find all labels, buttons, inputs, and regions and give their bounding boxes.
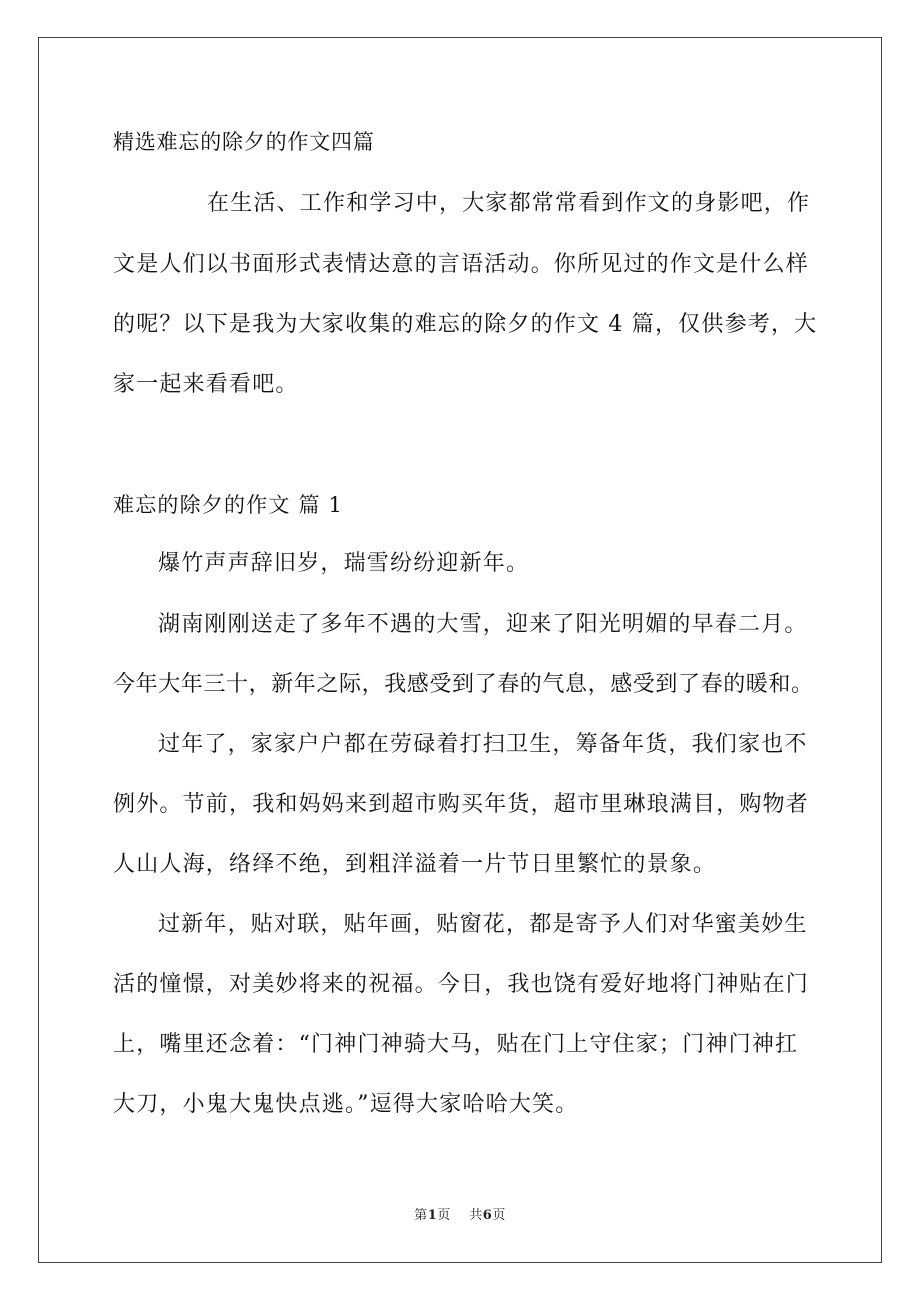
footer-total-pages: 6 — [482, 1208, 493, 1223]
footer-suffix: 页 — [492, 1208, 506, 1223]
body-line: 爆竹声声辞旧岁，瑞雪纷纷迎新年。 — [158, 551, 530, 576]
body-line: 人山人海，络绎不绝，到粗洋溢着一片节日里繁忙的景象。 — [113, 852, 717, 877]
page-border — [38, 37, 882, 1263]
intro-line: 家一起来看看吧。 — [113, 372, 299, 397]
body-line: 上，嘴里还念着：“门神门神骑大马，贴在门上守住家；门神门神扛 — [113, 1032, 799, 1057]
intro-line: 的呢？以下是我为大家收集的难忘的除夕的作文 4 篇，仅供参考，大 — [113, 312, 818, 337]
page-number-footer — [0, 1207, 920, 1225]
body-line: 湖南刚刚送走了多年不遇的大雪，迎来了阳光明媚的早春二月。 — [158, 612, 808, 637]
body-line: 大刀，小鬼大鬼快点逃。”逗得大家哈哈大笑。 — [113, 1092, 579, 1117]
body-line: 活的憧憬，对美妙将来的祝福。今日，我也饶有爱好地将门神贴在门 — [113, 972, 810, 997]
body-line: 例外。节前，我和妈妈来到超市购买年货，超市里琳琅满目，购物者 — [113, 792, 810, 817]
intro-line: 文是人们以书面形式表情达意的言语活动。你所见过的作文是什么样 — [113, 252, 810, 277]
section-heading: 难忘的除夕的作文 篇 1 — [113, 493, 344, 517]
body-line: 过年了，家家户户都在劳碌着打扫卫生，筹备年货，我们家也不 — [158, 732, 808, 757]
body-line: 今年大年三十，新年之际，我感受到了春的气息，感受到了春的暖和。 — [113, 672, 814, 697]
footer-prefix: 第 — [414, 1208, 428, 1223]
body-line: 过新年，贴对联，贴年画，贴窗花，都是寄予人们对华蜜美妙生 — [158, 912, 808, 937]
intro-line: 在生活、工作和学习中，大家都常常看到作文的身影吧，作 — [207, 191, 811, 216]
footer-current-page: 1 — [427, 1208, 438, 1223]
document-title: 精选难忘的除夕的作文四篇 — [113, 130, 375, 154]
footer-mid: 页 共 — [437, 1208, 483, 1223]
